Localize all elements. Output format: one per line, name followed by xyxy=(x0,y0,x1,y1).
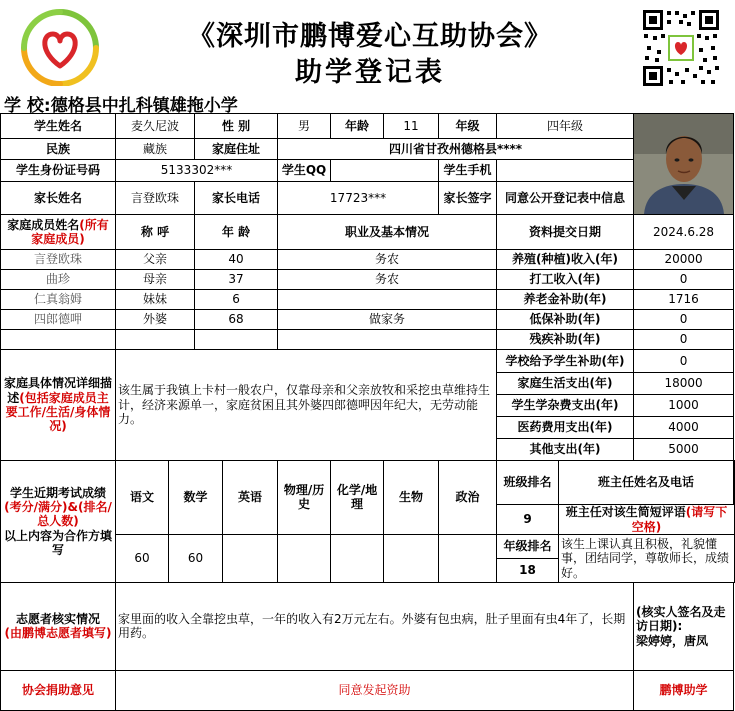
subject-header: 政治 xyxy=(439,461,497,535)
job-col-header: 职业及基本情况 xyxy=(278,215,497,250)
organization-name: 鹏博助学 xyxy=(634,670,734,710)
member-relation[interactable]: 外婆 xyxy=(116,310,195,330)
family-header-label: 家庭成员姓名 xyxy=(7,217,80,232)
heart-logo-icon xyxy=(20,8,100,86)
submit-date[interactable]: 2024.6.28 xyxy=(634,215,734,250)
income-value[interactable]: 1716 xyxy=(634,290,734,310)
phone-label: 学生手机 xyxy=(439,160,497,181)
member-job[interactable]: 务农 xyxy=(278,250,497,270)
teacher-label: 班主任姓名及电话 xyxy=(559,461,734,505)
donation-opinion-label: 协会捐助意见 xyxy=(1,670,116,710)
teacher-comment[interactable]: 该生上课认真且积极，礼貌懂事，团结同学，尊敬师长，成绩好。 xyxy=(559,534,735,582)
situation-text[interactable]: 该生属于我镇上卡村一般农户，仅靠母亲和父亲放牧和采挖虫草维持生计，经济来源单一，家庭贫困且其外婆四郎德呷因年纪大，无劳动能力。 xyxy=(116,350,497,461)
member-job[interactable] xyxy=(278,290,497,310)
exam-label2: 以上内容为合作方填写 xyxy=(3,528,112,558)
qr-code-icon[interactable] xyxy=(641,8,721,88)
expense-value[interactable]: 1000 xyxy=(634,395,734,417)
income-label: 低保补助(年) xyxy=(497,310,634,330)
comment-header xyxy=(559,505,735,535)
title-line2: 助学登记表 xyxy=(295,57,445,88)
gender-label: 性 别 xyxy=(195,114,278,139)
volunteer-text[interactable]: 家里面的收入全靠挖虫草，一年的收入有2万元左右。外婆有包虫病，肚子里面有虫4年了，长期用药。 xyxy=(116,582,634,670)
exam-label: 学生近期考试成绩 xyxy=(9,485,106,500)
income-value[interactable]: 20000 xyxy=(634,250,734,270)
expense-value[interactable]: 18000 xyxy=(634,373,734,395)
donation-opinion[interactable]: 同意发起资助 xyxy=(116,670,634,710)
volunteer-note: (由鹏博志愿者填写) xyxy=(4,626,112,641)
score[interactable] xyxy=(278,534,331,582)
class-rank-label: 班级排名 xyxy=(497,461,559,505)
header xyxy=(0,0,735,88)
member-relation[interactable]: 父亲 xyxy=(116,250,195,270)
submit-date-label: 资料提交日期 xyxy=(497,215,634,250)
parent-phone-label: 家长电话 xyxy=(195,181,278,214)
income-label: 养殖(种植)收入(年) xyxy=(497,250,634,270)
parent-sign[interactable]: 同意公开登记表中信息 xyxy=(497,181,634,214)
family-header xyxy=(1,215,116,250)
member-relation[interactable]: 母亲 xyxy=(116,270,195,290)
member-age[interactable]: 40 xyxy=(195,250,278,270)
comment-note: (请写下空格) xyxy=(631,505,728,534)
exam-header xyxy=(1,461,116,583)
school-label: 学 校: xyxy=(4,96,51,116)
income-value[interactable]: 0 xyxy=(634,330,734,350)
age-col-header: 年 龄 xyxy=(195,215,278,250)
income-label: 打工收入(年) xyxy=(497,270,634,290)
member-job[interactable]: 务农 xyxy=(278,270,497,290)
title-line1: 《深圳市鹏博爱心互助协会》 xyxy=(188,21,552,52)
grade-rank[interactable]: 18 xyxy=(497,558,559,582)
registration-table xyxy=(0,113,735,711)
subject-header: 英语 xyxy=(223,461,278,535)
parent-sign-label: 家长签字 xyxy=(439,181,497,214)
family-header-note: (所有家庭成员) xyxy=(31,217,109,246)
member-relation[interactable]: 妹妹 xyxy=(116,290,195,310)
score[interactable] xyxy=(439,534,497,582)
expense-value[interactable]: 4000 xyxy=(634,417,734,439)
address[interactable]: 四川省甘孜州德格县**** xyxy=(278,139,634,160)
volunteer-label: 志愿者核实情况 xyxy=(15,612,100,627)
member-age[interactable]: 37 xyxy=(195,270,278,290)
volunteer-sign-label: (核实人签名及走访日期): xyxy=(636,604,726,634)
student-name[interactable]: 麦久尼波 xyxy=(116,114,195,139)
relation-col-header: 称 呼 xyxy=(116,215,195,250)
income-label: 养老金补助(年) xyxy=(497,290,634,310)
subject-header: 生物 xyxy=(384,461,439,535)
exam-note: (考分/满分)&(排名/总人数) xyxy=(4,499,112,529)
income-value[interactable]: 0 xyxy=(634,270,734,290)
member-name[interactable]: 四郎德呷 xyxy=(1,310,116,330)
expense-value[interactable]: 0 xyxy=(634,350,734,373)
subject-header: 物理/历史 xyxy=(278,461,331,535)
member-name[interactable]: 言登欧珠 xyxy=(1,250,116,270)
member-job-empty[interactable] xyxy=(278,330,497,350)
parent-name-label: 家长姓名 xyxy=(1,181,116,214)
situation-label: 家庭具体情况详细描述 xyxy=(3,376,112,405)
student-photo-image xyxy=(634,114,734,214)
score[interactable] xyxy=(223,534,278,582)
address-label: 家庭住址 xyxy=(195,139,278,160)
qq-label: 学生QQ xyxy=(278,160,331,181)
student-id[interactable]: 5133302*** xyxy=(116,160,278,181)
score[interactable]: 60 xyxy=(116,534,169,582)
class-rank[interactable]: 9 xyxy=(497,505,559,535)
member-relation-empty[interactable] xyxy=(116,330,195,350)
volunteer-header xyxy=(1,582,116,670)
ethnicity[interactable]: 藏族 xyxy=(116,139,195,160)
score[interactable] xyxy=(331,534,384,582)
situation-header xyxy=(1,350,116,461)
student-name-label: 学生姓名 xyxy=(1,114,116,139)
expense-label: 家庭生活支出(年) xyxy=(497,373,634,395)
member-age-empty[interactable] xyxy=(195,330,278,350)
grade[interactable]: 四年级 xyxy=(497,114,634,139)
school-value: 德格县中扎科镇雄拖小学 xyxy=(50,96,238,116)
grade-label: 年级 xyxy=(439,114,497,139)
grade-rank-label: 年级排名 xyxy=(497,534,559,558)
member-name[interactable]: 曲珍 xyxy=(1,270,116,290)
income-value[interactable]: 0 xyxy=(634,310,734,330)
parent-name[interactable]: 言登欧珠 xyxy=(116,181,195,214)
subject-header: 语文 xyxy=(116,461,169,535)
member-name-empty[interactable] xyxy=(1,330,116,350)
teacher-value[interactable] xyxy=(734,461,735,505)
ethnicity-label: 民族 xyxy=(1,139,116,160)
id-label: 学生身份证号码 xyxy=(1,160,116,181)
age[interactable]: 11 xyxy=(384,114,439,139)
age-label: 年龄 xyxy=(331,114,384,139)
student-qq[interactable] xyxy=(331,160,439,181)
situation-note: (包括家庭成员主要工作/生活/身体情况) xyxy=(5,390,111,434)
expense-label: 学校给予学生补助(年) xyxy=(497,350,634,373)
volunteer-sign xyxy=(634,582,734,670)
student-photo xyxy=(634,114,734,215)
member-age[interactable]: 6 xyxy=(195,290,278,310)
score[interactable]: 60 xyxy=(169,534,223,582)
student-phone[interactable] xyxy=(497,160,634,181)
comment-label: 班主任对该生简短评语 xyxy=(565,505,686,520)
parent-phone[interactable]: 17723*** xyxy=(278,181,439,214)
gender[interactable]: 男 xyxy=(278,114,331,139)
expense-value[interactable]: 5000 xyxy=(634,439,734,461)
expense-label: 学生学杂费支出(年) xyxy=(497,395,634,417)
subject-header: 数学 xyxy=(169,461,223,535)
volunteer-sign-names[interactable]: 梁婷婷，唐凤 xyxy=(636,633,709,648)
score[interactable] xyxy=(384,534,439,582)
member-job[interactable]: 做家务 xyxy=(278,310,497,330)
expense-label: 其他支出(年) xyxy=(497,439,634,461)
expense-label: 医药费用支出(年) xyxy=(497,417,634,439)
member-age[interactable]: 68 xyxy=(195,310,278,330)
income-label: 残疾补助(年) xyxy=(497,330,634,350)
member-name[interactable]: 仁真翁姆 xyxy=(1,290,116,310)
subject-header: 化学/地理 xyxy=(331,461,384,535)
